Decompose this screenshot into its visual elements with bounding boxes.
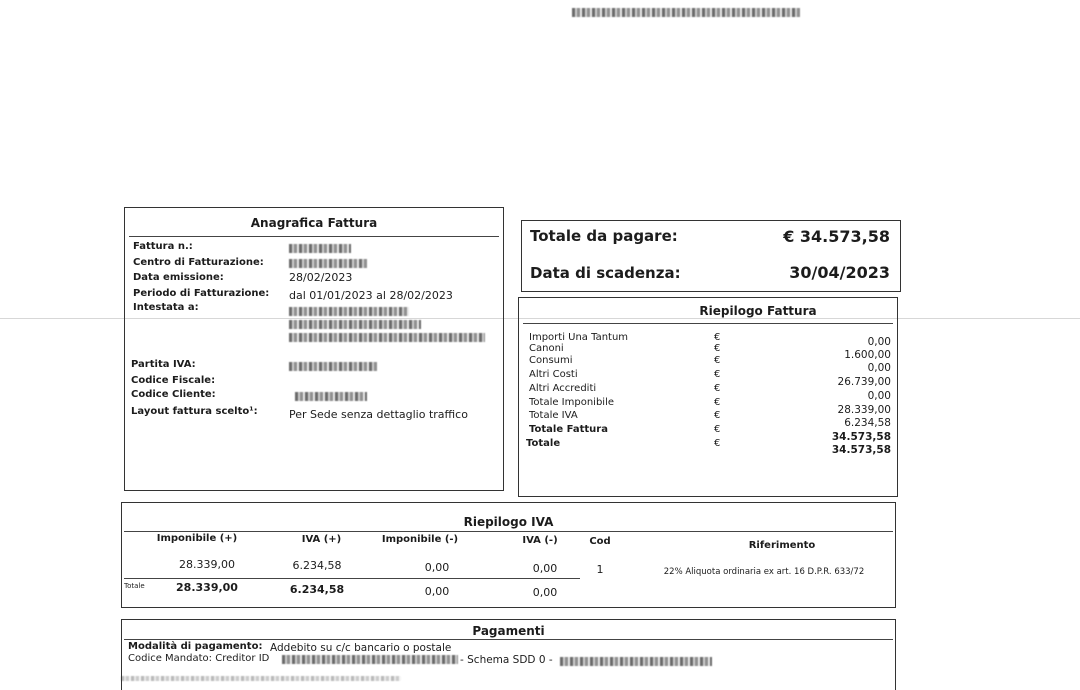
iva-cell: 0,00 [532,562,558,575]
iva-total-cell: 0,00 [532,586,558,599]
value-codice-cliente-redacted [295,389,367,402]
riepilogo-fattura-box [518,297,898,497]
totale-da-pagare-value: € 34.573,58 [783,227,890,246]
footnote-redacted [121,668,401,675]
label-modalita-pagamento: Modalità di pagamento: [128,641,263,652]
pagamenti-title: Pagamenti [472,624,545,638]
euro-sign: € [714,410,721,421]
totale-da-pagare-label: Totale da pagare: [530,227,678,245]
euro-sign: € [714,383,721,394]
euro-sign: € [714,332,721,343]
value-centro-redacted [289,256,367,269]
riepilogo-iva-box [121,502,896,608]
value-data-emissione: 28/02/2023 [289,271,353,284]
value-mandato-redacted [560,654,712,667]
rf-row-label: Importi Una Tantum [529,332,629,343]
rf-row-label: Altri Costi [529,369,578,380]
iva-cell: 28.339,00 [179,558,235,571]
label-periodo-fatturazione: Periodo di Fatturazione: [133,288,270,299]
iva-header: Imponibile (+) [156,533,238,544]
iva-header: Imponibile (-) [381,534,459,545]
euro-sign: € [714,355,721,366]
label-layout-fattura: Layout fattura scelto¹: [131,406,258,417]
euro-sign: € [714,438,721,449]
rf-row-value: 0,00 [867,336,891,348]
rf-row-value: 1.600,00 [844,349,891,361]
data-scadenza-value: 30/04/2023 [789,263,890,282]
iva-header: IVA (-) [522,535,558,546]
value-periodo-fatturazione: dal 01/01/2023 al 28/02/2023 [289,289,453,302]
label-codice-fiscale: Codice Fiscale: [131,375,216,386]
label-intestato: Intestata a: [133,302,199,313]
rf-row-value: 0,00 [867,390,891,402]
label-partita-iva: Partita IVA: [131,359,196,370]
rf-row-label: Consumi [529,355,573,366]
iva-total-cell: 28.339,00 [176,581,238,594]
rf-row-value: 6.234,58 [844,417,891,429]
rf-row-value: 34.573,58 [831,444,891,456]
iva-header: Riferimento [748,540,816,551]
rf-row-value: 0,00 [867,362,891,374]
label-codice-cliente: Codice Cliente: [131,389,216,400]
anagrafica-title: Anagrafica Fattura [250,216,378,230]
iva-cell-riferimento: 22% Aliquota ordinaria ex art. 16 D.P.R. 633/72 [663,567,865,577]
iva-total-cell: 0,00 [424,585,450,598]
value-intestato-redacted [289,304,485,343]
euro-sign: € [714,397,721,408]
rf-row-label: Altri Accrediti [529,383,597,394]
rf-row-label: Totale [526,438,561,449]
anagrafica-fattura-box [124,207,504,491]
value-fattura-numero-redacted [289,241,351,254]
schema-sdd-text: - Schema SDD 0 - [460,654,553,666]
rf-row-label: Totale Imponibile [529,397,615,408]
rf-row-value: 34.573,58 [831,431,891,443]
iva-cell: 0,00 [424,561,450,574]
riepilogo-iva-title: Riepilogo IVA [463,515,554,529]
iva-totale-label: Totale [124,582,145,590]
rf-row-value: 26.739,00 [837,376,891,388]
label-fattura-numero: Fattura n.: [133,241,193,252]
iva-header: Cod [589,536,611,547]
euro-sign: € [714,424,721,435]
iva-cell: 6.234,58 [292,559,342,572]
riepilogo-fattura-title: Riepilogo Fattura [699,304,817,318]
rf-row-label: Canoni [529,343,564,354]
value-modalita-pagamento: Addebito su c/c bancario o postale [270,642,452,654]
iva-header: IVA (+) [301,534,342,545]
rf-row-value: 28.339,00 [837,404,891,416]
data-scadenza-label: Data di scadenza: [530,264,681,282]
label-codice-mandato: Codice Mandato: Creditor ID [128,653,270,664]
value-creditor-id-redacted [282,652,458,665]
label-centro-fatturazione: Centro di Fatturazione: [133,257,264,268]
label-data-emissione: Data emissione: [133,272,224,283]
totale-da-pagare-box [521,220,901,292]
redacted-header-text [572,2,800,13]
value-partita-iva-redacted [289,359,377,372]
iva-total-cell: 6.234,58 [289,583,345,596]
value-layout-fattura: Per Sede senza dettaglio traffico [289,408,468,421]
rf-row-label: Totale IVA [529,410,578,421]
euro-sign: € [714,343,721,354]
iva-cell: 1 [596,563,604,576]
rf-row-label: Totale Fattura [529,424,608,435]
euro-sign: € [714,369,721,380]
